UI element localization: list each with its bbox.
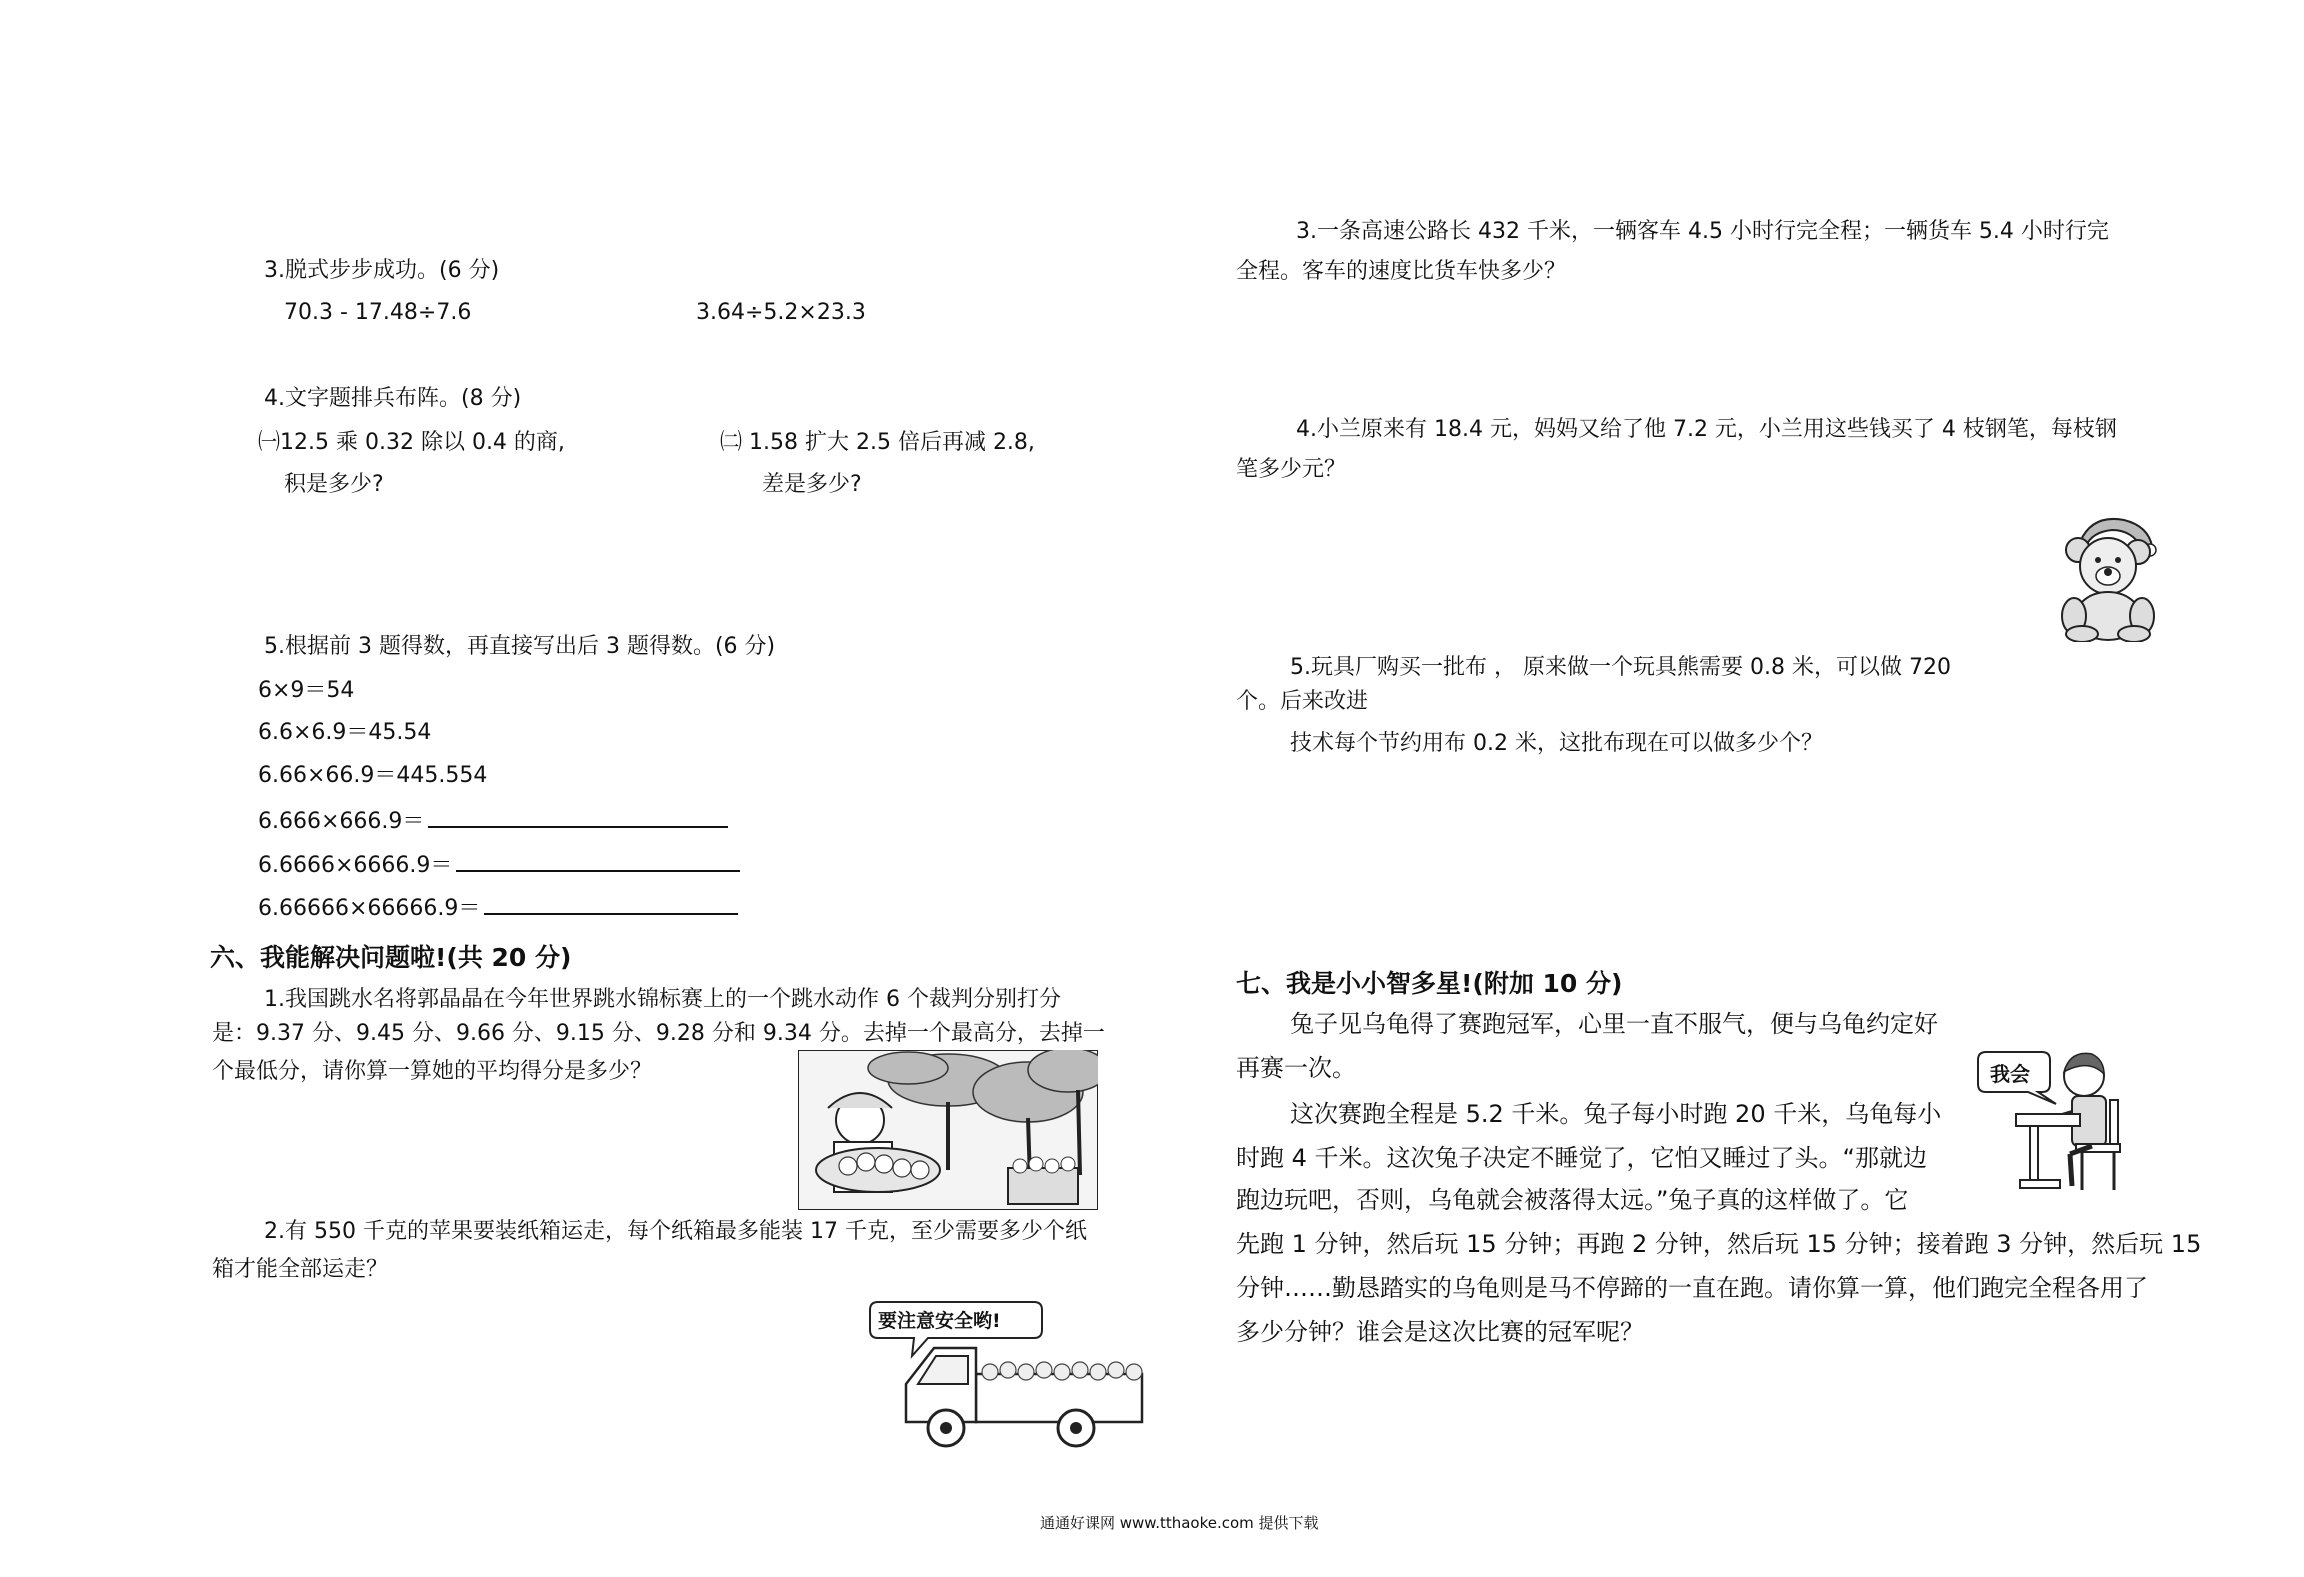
truck-illustration bbox=[900, 1340, 1148, 1450]
q5-line: 6.6×6.9＝45.54 bbox=[258, 720, 432, 745]
q3-title: 3.脱式步步成功。(6 分) bbox=[264, 258, 500, 283]
q5-line-text: 6.6666×6666.9＝ bbox=[258, 853, 453, 878]
s7-line4: 时跑 4 千米。这次兔子决定不睡觉了，它怕又睡过了头。“那就边 bbox=[1236, 1144, 1927, 1172]
r-q4-line2: 笔多少元？ bbox=[1236, 457, 1347, 482]
boy-bubble-text: 我会 bbox=[1990, 1062, 2030, 1086]
q5-line-with-blank bbox=[258, 848, 740, 881]
r-q5-line3: 技术每个节约用布 0.2 米，这批布现在可以做多少个？ bbox=[1290, 731, 1823, 756]
q4-part-a-line2: 积是多少? bbox=[284, 472, 384, 497]
teddy-bear-illustration bbox=[2052, 512, 2162, 642]
s7-line7: 分钟……勤恳踏实的乌龟则是马不停蹄的一直在跑。请你算一算，他们跑完全程各用了 bbox=[1236, 1274, 2148, 1302]
answer-blank[interactable] bbox=[484, 891, 738, 915]
answer-blank[interactable] bbox=[428, 804, 728, 828]
r-q5-line2: 个。后来改进 bbox=[1236, 689, 1369, 714]
s7-line1: 兔子见乌龟得了赛跑冠军，心里一直不服气，便与乌龟约定好 bbox=[1290, 1010, 1938, 1038]
r-q3-line1: 3.一条高速公路长 432 千米，一辆客车 4.5 小时行完全程；一辆货车 5.4 小时行完 bbox=[1296, 219, 2109, 244]
s6-p1-line3: 个最低分，请你算一算她的平均得分是多少？ bbox=[212, 1059, 653, 1084]
q4-part-a-line1: ㈠12.5 乘 0.32 除以 0.4 的商, bbox=[258, 430, 565, 455]
truck-speech-bubble bbox=[868, 1300, 1044, 1340]
truck-bubble-text: 要注意安全哟! bbox=[878, 1310, 1001, 1332]
q4-part-b-line1: ㈡ 1.58 扩大 2.5 倍后再减 2.8, bbox=[720, 430, 1035, 455]
boy-at-desk-illustration bbox=[2000, 1040, 2130, 1200]
s7-line3: 这次赛跑全程是 5.2 千米。兔子每小时跑 20 千米，乌龟每小 bbox=[1290, 1100, 1942, 1128]
q3-expression-2: 3.64÷5.2×23.3 bbox=[696, 300, 866, 325]
s6-p2-line1: 2.有 550 千克的苹果要装纸箱运走，每个纸箱最多能装 17 千克，至少需要多少个纸 bbox=[264, 1219, 1087, 1244]
q5-line-with-blank bbox=[258, 891, 738, 924]
q5-line: 6.66×66.9＝445.554 bbox=[258, 763, 488, 788]
s6-p1-line2: 是：9.37 分、9.45 分、9.66 分、9.15 分、9.28 分和 9.34 分。去掉一个最高分，去掉一 bbox=[212, 1021, 1105, 1046]
s6-p1-line1: 1.我国跳水名将郭晶晶在今年世界跳水锦标赛上的一个跳水动作 6 个裁判分别打分 bbox=[264, 987, 1061, 1012]
q5-title: 5.根据前 3 题得数，再直接写出后 3 题得数。(6 分) bbox=[264, 634, 776, 659]
q5-line-with-blank bbox=[258, 804, 728, 837]
q5-line-text: 6.666×666.9＝ bbox=[258, 809, 425, 834]
q5-line: 6×9＝54 bbox=[258, 678, 355, 703]
section-7-heading: 七、我是小小智多星!(附加 10 分) bbox=[1236, 969, 1623, 998]
r-q4-line1: 4.小兰原来有 18.4 元，妈妈又给了他 7.2 元，小兰用这些钱买了 4 枝钢笔，每枝钢 bbox=[1296, 417, 2117, 442]
r-q5-line1: 5.玩具厂购买一批布 ， 原来做一个玩具熊需要 0.8 米，可以做 720 bbox=[1290, 655, 1951, 680]
s7-line6: 先跑 1 分钟，然后玩 15 分钟；再跑 2 分钟，然后玩 15 分钟；接着跑 3 分钟，然后玩 15 bbox=[1236, 1230, 2202, 1258]
s6-p2-line2: 箱才能全部运走？ bbox=[212, 1257, 389, 1282]
q3-expression-1: 70.3 - 17.48÷7.6 bbox=[284, 300, 472, 325]
s7-line8: 多少分钟？谁会是这次比赛的冠军呢？ bbox=[1236, 1318, 1644, 1346]
q5-line-text: 6.66666×66666.9＝ bbox=[258, 896, 481, 921]
s7-line5: 跑边玩吧，否则，乌龟就会被落得太远。”兔子真的这样做了。它 bbox=[1236, 1186, 1909, 1214]
q4-part-b-line2: 差是多少? bbox=[762, 472, 862, 497]
orchard-illustration bbox=[798, 1050, 1098, 1210]
s7-line2: 再赛一次。 bbox=[1236, 1054, 1356, 1082]
r-q3-line2: 全程。客车的速度比货车快多少？ bbox=[1236, 259, 1567, 284]
q4-title: 4.文字题排兵布阵。(8 分) bbox=[264, 386, 522, 411]
page-footer: 通通好课网 www.tthaoke.com 提供下载 bbox=[1040, 1514, 1319, 1532]
section-6-heading: 六、我能解决问题啦!(共 20 分) bbox=[210, 943, 572, 972]
answer-blank[interactable] bbox=[456, 848, 740, 872]
